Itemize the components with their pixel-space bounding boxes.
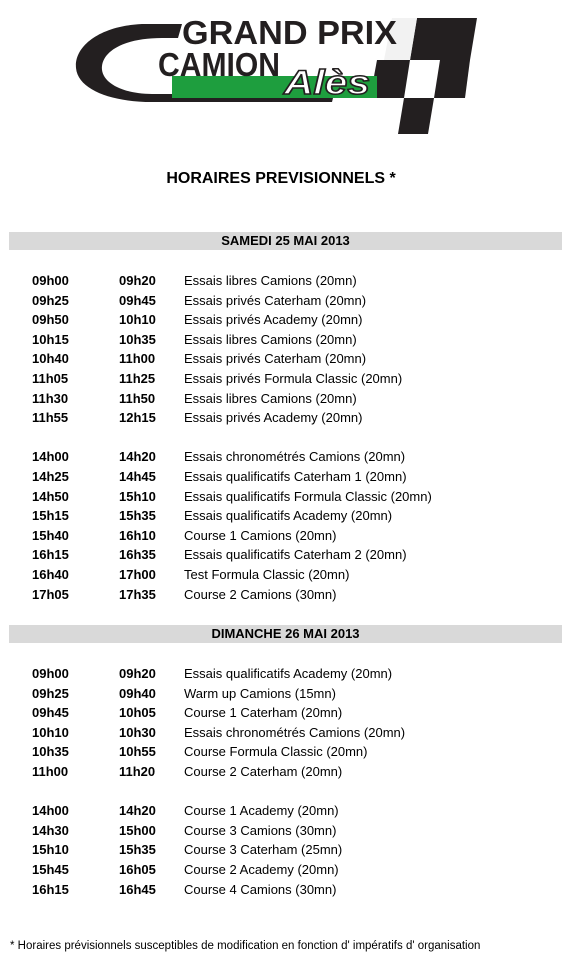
schedule-row	[0, 821, 562, 841]
end-time: 10h30	[119, 724, 156, 740]
schedule-row	[0, 585, 562, 605]
schedule-row	[0, 330, 562, 350]
start-time: 10h10	[32, 724, 69, 740]
group-spacer	[0, 428, 562, 448]
event-name: Warm up Camions (15mn)	[184, 685, 336, 701]
schedule-row	[0, 840, 562, 860]
end-time: 11h00	[119, 351, 156, 367]
schedule-row	[0, 467, 562, 487]
end-time: 09h20	[119, 273, 156, 288]
event-name: Essais qualificatifs Caterham 2 (20mn)	[184, 547, 407, 563]
start-time: 16h15	[32, 881, 69, 897]
event-logo	[72, 10, 482, 138]
end-time: 09h45	[119, 292, 156, 308]
start-time: 15h10	[32, 842, 69, 858]
start-time: 11h30	[32, 390, 69, 406]
end-time: 15h35	[119, 842, 156, 858]
schedule-row	[0, 880, 562, 900]
logo-line2: CAMION	[158, 46, 280, 83]
end-time: 11h20	[119, 763, 156, 779]
schedule-row	[0, 526, 562, 546]
event-name: Essais libres Camions (20mn)	[184, 331, 357, 347]
event-name: Course 2 Academy (20mn)	[184, 861, 339, 877]
start-time: 14h50	[32, 488, 69, 504]
event-name: Course 2 Camions (30mn)	[184, 586, 337, 602]
schedule-row	[0, 487, 562, 507]
event-name: Essais libres Camions (20mn)	[184, 273, 357, 288]
start-time: 14h00	[32, 803, 69, 819]
end-time: 10h10	[119, 312, 156, 328]
schedule-row	[0, 664, 562, 684]
start-time: 09h00	[32, 273, 69, 288]
end-time: 16h10	[119, 527, 156, 543]
end-time: 16h45	[119, 881, 156, 897]
start-time: 15h40	[32, 527, 69, 543]
schedule-row	[0, 369, 562, 389]
event-name: Course 1 Caterham (20mn)	[184, 705, 343, 721]
event-name: Course 1 Camions (20mn)	[184, 527, 337, 543]
start-time: 10h15	[32, 331, 69, 347]
start-time: 14h25	[32, 468, 69, 484]
schedule-row	[0, 684, 562, 704]
event-name: Test Formula Classic (20mn)	[184, 566, 350, 582]
start-time: 11h00	[32, 763, 69, 779]
end-time: 14h20	[119, 449, 156, 465]
schedule-row	[0, 545, 562, 565]
event-name: Essais privés Academy (20mn)	[184, 312, 363, 328]
end-time: 12h15	[119, 410, 156, 426]
schedule-row	[0, 703, 562, 723]
start-time: 17h05	[32, 586, 69, 602]
end-time: 14h20	[119, 803, 156, 819]
end-time: 14h45	[119, 468, 156, 484]
schedule-row	[0, 860, 562, 880]
schedule-row	[0, 291, 562, 311]
schedule-row	[0, 310, 562, 330]
schedule-row	[0, 506, 562, 526]
end-time: 16h35	[119, 547, 156, 563]
logo-line1: GRAND PRIX	[182, 14, 397, 51]
end-time: 09h20	[119, 666, 156, 681]
start-time: 11h55	[32, 410, 69, 426]
end-time: 10h05	[119, 705, 156, 721]
event-name: Essais privés Academy (20mn)	[184, 410, 363, 426]
end-time: 10h35	[119, 331, 156, 347]
schedule-row	[0, 801, 562, 821]
start-time: 09h25	[32, 685, 69, 701]
schedule-row	[0, 762, 562, 782]
schedule-row	[0, 565, 562, 585]
start-time: 16h15	[32, 547, 69, 563]
schedule-saturday	[0, 271, 562, 604]
end-time: 10h55	[119, 744, 156, 760]
schedule-row	[0, 271, 562, 291]
event-name: Essais qualificatifs Academy (20mn)	[184, 508, 393, 524]
event-name: Course 3 Camions (30mn)	[184, 822, 337, 838]
end-time: 17h35	[119, 586, 156, 602]
end-time: 17h00	[119, 566, 156, 582]
event-name: Course 2 Caterham (20mn)	[184, 763, 343, 779]
event-name: Essais chronométrés Camions (20mn)	[184, 449, 406, 465]
event-name: Course Formula Classic (20mn)	[184, 744, 368, 760]
start-time: 15h15	[32, 508, 69, 524]
schedule-row	[0, 408, 562, 428]
event-name: Course 1 Academy (20mn)	[184, 803, 339, 819]
start-time: 14h00	[32, 449, 69, 465]
event-name: Essais privés Caterham (20mn)	[184, 292, 367, 308]
start-time: 09h45	[32, 705, 69, 721]
schedule-row	[0, 447, 562, 467]
footnote: * Horaires prévisionnels susceptibles de modification en fonction d' impératifs d' organisation	[10, 940, 481, 952]
end-time: 16h05	[119, 861, 156, 877]
schedule-row	[0, 349, 562, 369]
schedule-row	[0, 389, 562, 409]
start-time: 09h50	[32, 312, 69, 328]
logo-city: Alès	[282, 64, 370, 102]
schedule-sunday	[0, 664, 562, 899]
end-time: 15h35	[119, 508, 156, 524]
event-name: Essais qualificatifs Caterham 1 (20mn)	[184, 468, 407, 484]
start-time: 09h25	[32, 292, 69, 308]
start-time: 14h30	[32, 822, 69, 838]
start-time: 16h40	[32, 566, 69, 582]
schedule-row	[0, 723, 562, 743]
end-time: 15h10	[119, 488, 156, 504]
day-header-saturday: SAMEDI 25 MAI 2013	[9, 232, 562, 250]
page-title: HORAIRES PREVISIONNELS *	[166, 170, 396, 187]
start-time: 09h00	[32, 666, 69, 681]
end-time: 09h40	[119, 685, 156, 701]
event-name: Essais chronométrés Camions (20mn)	[184, 724, 406, 740]
day-header-sunday: DIMANCHE 26 MAI 2013	[9, 625, 562, 643]
event-name: Course 3 Caterham (25mn)	[184, 842, 343, 858]
start-time: 10h35	[32, 744, 69, 760]
end-time: 11h25	[119, 370, 156, 386]
end-time: 11h50	[119, 390, 156, 406]
group-spacer	[0, 782, 562, 802]
start-time: 10h40	[32, 351, 69, 367]
start-time: 15h45	[32, 861, 69, 877]
event-name: Essais privés Caterham (20mn)	[184, 351, 367, 367]
end-time: 15h00	[119, 822, 156, 838]
event-name: Essais privés Formula Classic (20mn)	[184, 370, 403, 386]
event-name: Course 4 Camions (30mn)	[184, 881, 337, 897]
event-name: Essais qualificatifs Formula Classic (20mn)	[184, 488, 432, 504]
schedule-row	[0, 742, 562, 762]
event-name: Essais libres Camions (20mn)	[184, 390, 357, 406]
event-name: Essais qualificatifs Academy (20mn)	[184, 666, 393, 681]
start-time: 11h05	[32, 370, 69, 386]
